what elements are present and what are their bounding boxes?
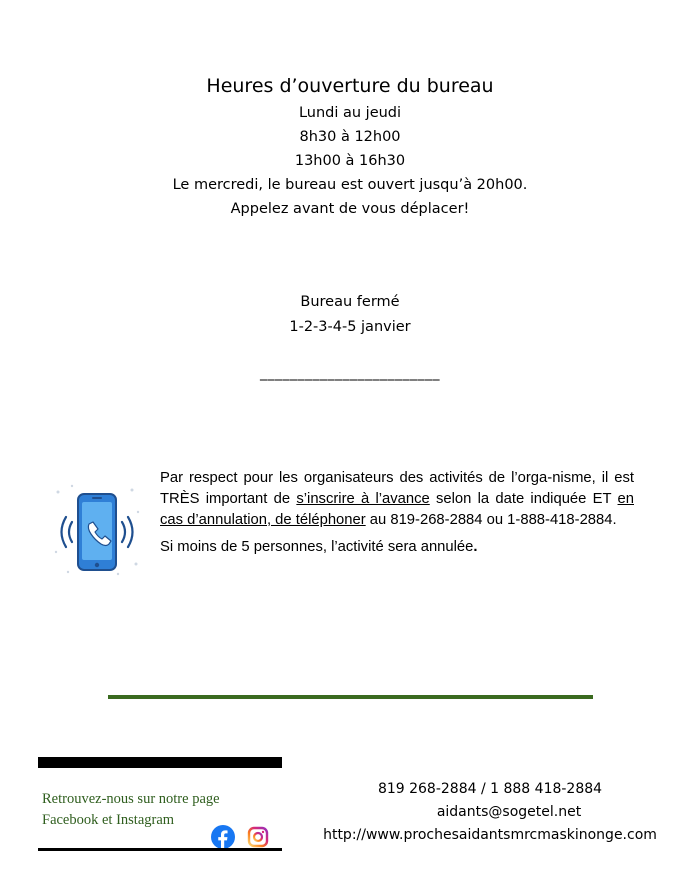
- contact-email[interactable]: aidants@sogetel.net: [436, 804, 582, 820]
- office-hours-title: Heures d’ouverture du bureau: [206, 75, 494, 97]
- cancellation-call-text: en cas d’annulation, de téléphoner: [160, 491, 634, 528]
- closed-dates: 1-2-3-4-5 janvier: [289, 319, 411, 335]
- minimum-participants-text: Si moins de 5 personnes, l’activité sera annulée: [160, 539, 474, 555]
- notice-paragraph-1: [160, 468, 634, 531]
- hours-afternoon: 13h00 à 16h30: [294, 153, 406, 169]
- hours-call-ahead: Appelez avant de vous déplacer!: [230, 201, 470, 217]
- notice-period: .: [473, 539, 478, 555]
- hours-days: Lundi au jeudi: [298, 105, 402, 121]
- closed-title: Bureau fermé: [300, 294, 400, 310]
- hours-morning: 8h30 à 12h00: [299, 129, 401, 145]
- notice-text-b: selon la date indiquée ET: [429, 491, 618, 507]
- registration-notice: [160, 468, 634, 558]
- contact-info: [300, 778, 680, 847]
- footer-bar-top: [38, 757, 282, 768]
- notice-text-c: au 819-268-2884 ou 1-888-418-2884.: [365, 512, 617, 528]
- notice-text-a: Par respect pour les organisateurs des activités de l’orga-nisme, il est TRÈS important de: [160, 470, 634, 507]
- phone-ringing-icon: [52, 482, 142, 576]
- hours-wednesday: Le mercredi, le bureau est ouvert jusqu’à 20h00.: [172, 177, 528, 193]
- social-line-1: Retrouvez-nous sur notre page: [42, 791, 220, 807]
- notice-paragraph-2: [160, 537, 634, 558]
- social-media-text: [42, 789, 220, 831]
- office-hours-block: [0, 73, 700, 221]
- social-line-2: Facebook et Instagram: [42, 812, 175, 828]
- facebook-icon[interactable]: [211, 825, 235, 849]
- contact-phones: 819 268-2884 / 1 888 418-2884: [377, 781, 603, 797]
- office-closed-block: [0, 290, 700, 340]
- register-in-advance-text: s’inscrire à l’avance: [296, 491, 430, 507]
- separator-line: ________________________: [260, 365, 440, 381]
- green-divider: [108, 695, 593, 699]
- footer-bar-bottom: [38, 848, 282, 851]
- instagram-icon[interactable]: [247, 826, 269, 848]
- contact-website[interactable]: http://www.prochesaidantsmrcmaskinonge.com: [323, 827, 657, 843]
